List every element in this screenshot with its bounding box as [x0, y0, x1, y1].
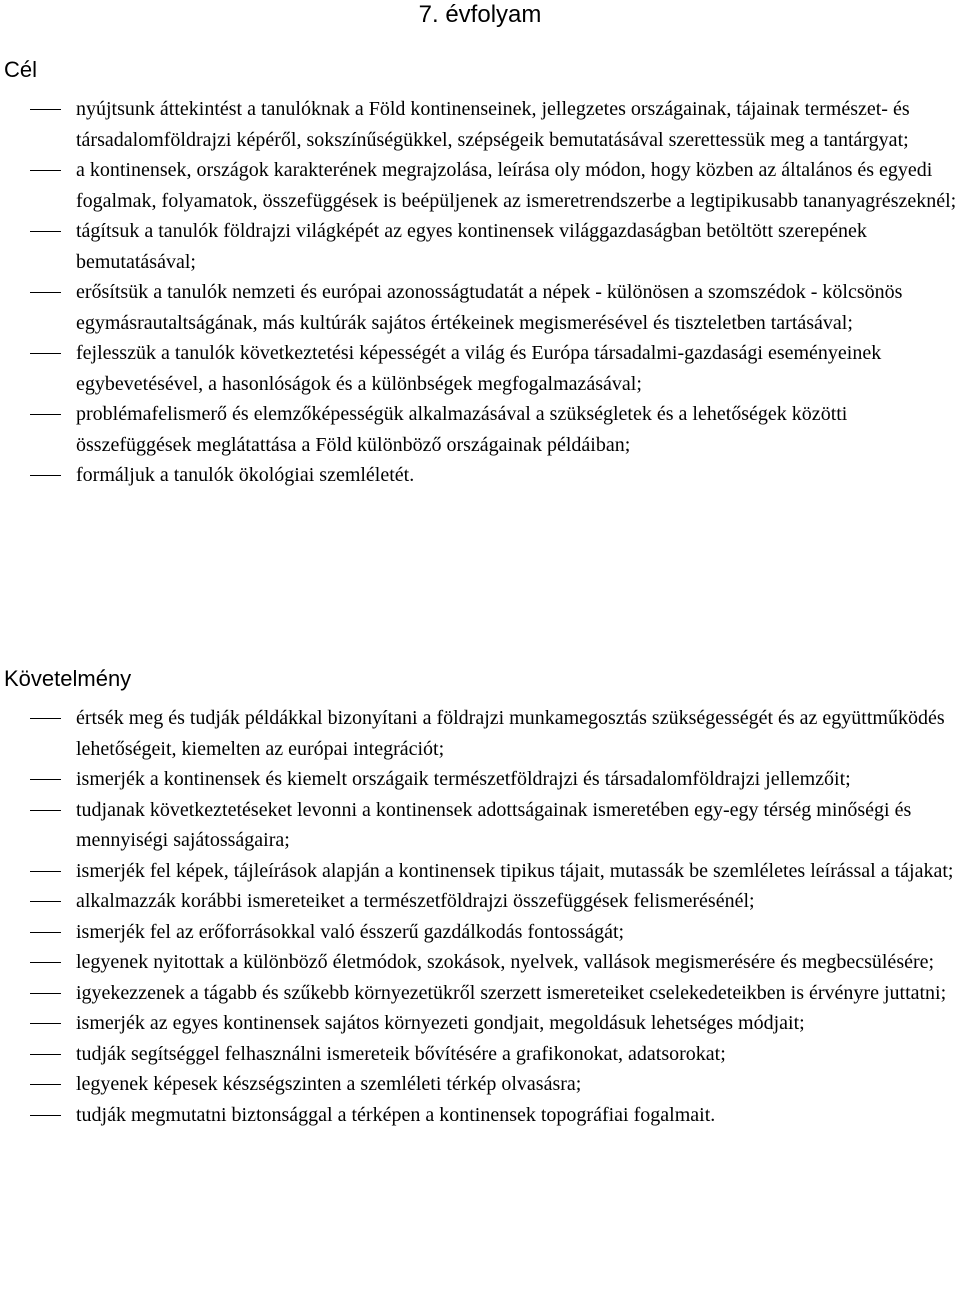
dash-bullet-icon — [30, 779, 61, 780]
cel-list — [0, 94, 960, 491]
dash-bullet-icon — [30, 932, 61, 933]
list-item: tudják segítséggel felhasználni ismereteik bővítésére a grafikonokat, adatsorokat; — [0, 1039, 960, 1070]
list-item: nyújtsunk áttekintést a tanulóknak a Föld kontinenseinek, jellegzetes országainak, tájainak természet- és társadalomföldrajzi képéről, sokszínűségükkel, szépségeik bemutatásával szerettessük meg a tantárgyat; — [0, 94, 960, 155]
dash-bullet-icon — [30, 1023, 61, 1024]
dash-bullet-icon — [30, 1084, 61, 1085]
list-item: ismerjék a kontinensek és kiemelt országaik természetföldrajzi és társadalomföldrajzi jellemzőit; — [0, 764, 960, 795]
dash-bullet-icon — [30, 292, 61, 293]
list-item: formáljuk a tanulók ökológiai szemléletét. — [0, 460, 960, 491]
dash-bullet-icon — [30, 1054, 61, 1055]
list-item: alkalmazzák korábbi ismereteiket a természetföldrajzi összefüggések felismerésénél; — [0, 886, 960, 917]
dash-bullet-icon — [30, 475, 61, 476]
cel-section — [0, 56, 960, 491]
list-item: legyenek nyitottak a különböző életmódok, szokások, nyelvek, vallások megismerésére és megbecsülésére; — [0, 947, 960, 978]
dash-bullet-icon — [30, 871, 61, 872]
kovetelmeny-heading: Követelmény — [4, 666, 132, 691]
list-item: tudják megmutatni biztonsággal a térképen a kontinensek topográfiai fogalmait. — [0, 1100, 960, 1131]
list-item: igyekezzenek a tágabb és szűkebb környezetükről szerzett ismereteiket cselekedeteikben is érvényre juttatni; — [0, 978, 960, 1009]
dash-bullet-icon — [30, 1115, 61, 1116]
dash-bullet-icon — [30, 993, 61, 994]
list-item: ismerjék fel képek, tájleírások alapján a kontinensek tipikus tájait, mutassák be szemléletes leírással a tájakat; — [0, 856, 960, 887]
list-item: tágítsuk a tanulók földrajzi világképét az egyes kontinensek világgazdaságban betöltött szerepének bemutatásával; — [0, 216, 960, 277]
list-item: ismerjék az egyes kontinensek sajátos környezeti gondjait, megoldásuk lehetséges módjait; — [0, 1008, 960, 1039]
page-title: 7. évfolyam — [418, 1, 542, 28]
dash-bullet-icon — [30, 353, 61, 354]
dash-bullet-icon — [30, 718, 61, 719]
cel-heading: Cél — [4, 57, 38, 82]
kovetelmeny-list — [0, 703, 960, 1130]
list-item: a kontinensek, országok karakterének megrajzolása, leírása oly módon, hogy közben az általános és egyedi fogalmak, folyamatok, összefüggések is beépüljenek az ismeretrendszerbe a legtipikusabb tananyagrészeknél; — [0, 155, 960, 216]
dash-bullet-icon — [30, 414, 61, 415]
dash-bullet-icon — [30, 810, 61, 811]
list-item: értsék meg és tudják példákkal bizonyítani a földrajzi munkamegosztás szükségességét és az együttműködés lehetőségeit, kiemelten az európai integrációt; — [0, 703, 960, 764]
dash-bullet-icon — [30, 962, 61, 963]
dash-bullet-icon — [30, 109, 61, 110]
dash-bullet-icon — [30, 170, 61, 171]
list-item: ismerjék fel az erőforrásokkal való ésszerű gazdálkodás fontosságát; — [0, 917, 960, 948]
list-item: legyenek képesek készségszinten a szemléleti térkép olvasásra; — [0, 1069, 960, 1100]
dash-bullet-icon — [30, 231, 61, 232]
dash-bullet-icon — [30, 901, 61, 902]
list-item: problémafelismerő és elemzőképességük alkalmazásával a szükségletek és a lehetőségek közötti összefüggések meglátattása a Föld különböző országainak példáiban; — [0, 399, 960, 460]
kovetelmeny-section — [0, 665, 960, 1130]
list-item: tudjanak következtetéseket levonni a kontinensek adottságainak ismeretében egy-egy térség minőségi és mennyiségi sajátosságaira; — [0, 795, 960, 856]
list-item: erősítsük a tanulók nemzeti és európai azonosságtudatát a népek - különösen a szomszédok - kölcsönös egymásrautaltságának, más kultúrák sajátos értékeinek megismerésével és tiszteletben tartásával; — [0, 277, 960, 338]
list-item: fejlesszük a tanulók következtetési képességét a világ és Európa társadalmi-gazdasági eseményeinek egybevetésével, a hasonlóságok és a különbségek megfogalmazásával; — [0, 338, 960, 399]
